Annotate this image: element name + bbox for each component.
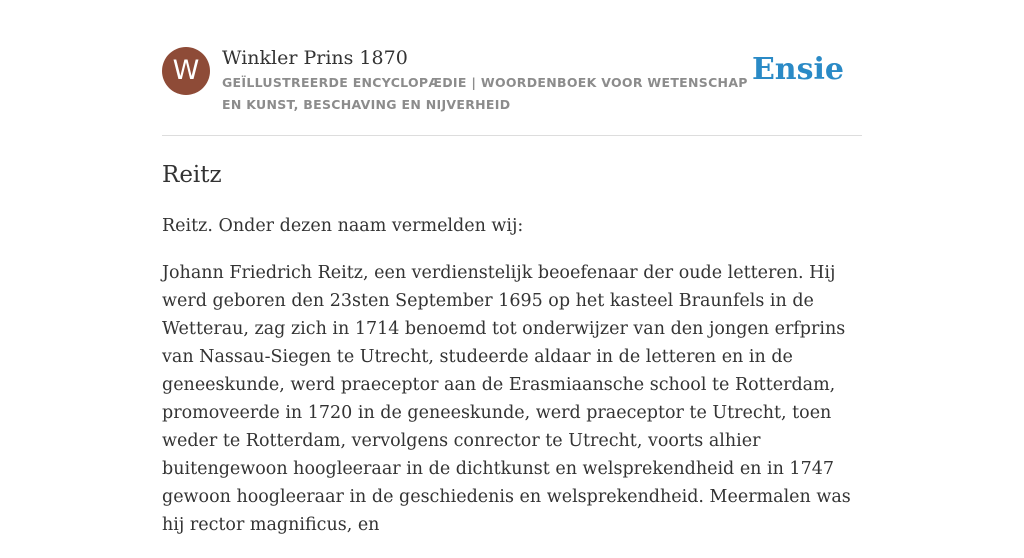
ensie-logo[interactable]: Ensie [751,52,844,87]
source-subtitle: GEÏLLUSTREERDE ENCYCLOPÆDIE | WOORDENBOEK VOOR WETENSCHAP EN KUNST, BESCHAVING EN NIJVERHEID [222,75,748,112]
source-title[interactable]: Winkler Prins 1870 [222,47,408,69]
article-paragraph: Johann Friedrich Reitz, een verdienstelijk beoefenaar der oude letteren. Hij werd geboren den 23sten September 1695 op het kasteel Braunfels in de Wetterau, zag zich in 1714 benoemd tot onderwijzer van den jongen erfprins van Nassau-Siegen te Utrecht, studeerde aldaar in de letteren en in de geneeskunde, werd praeceptor aan de Erasmiaansche school te Rotterdam, promoveerde in 1720 in de geneeskunde, werd praeceptor te Utrecht, toen weder te Rotterdam, vervolgens conrector te Utrecht, voorts alhier buitengewoon hoogleeraar in de dichtkunst en welsprekendheid en in 1747 gewoon hoogleeraar in de geschiedenis en welsprekendheid. Meermalen was hij rector magnificus, en [162,263,851,535]
source-avatar[interactable]: W [162,47,210,95]
source-header [162,46,862,136]
article-body [162,212,862,558]
article-paragraph: Reitz. Onder dezen naam vermelden wij: [162,216,524,236]
article-title: Reitz [162,162,222,188]
